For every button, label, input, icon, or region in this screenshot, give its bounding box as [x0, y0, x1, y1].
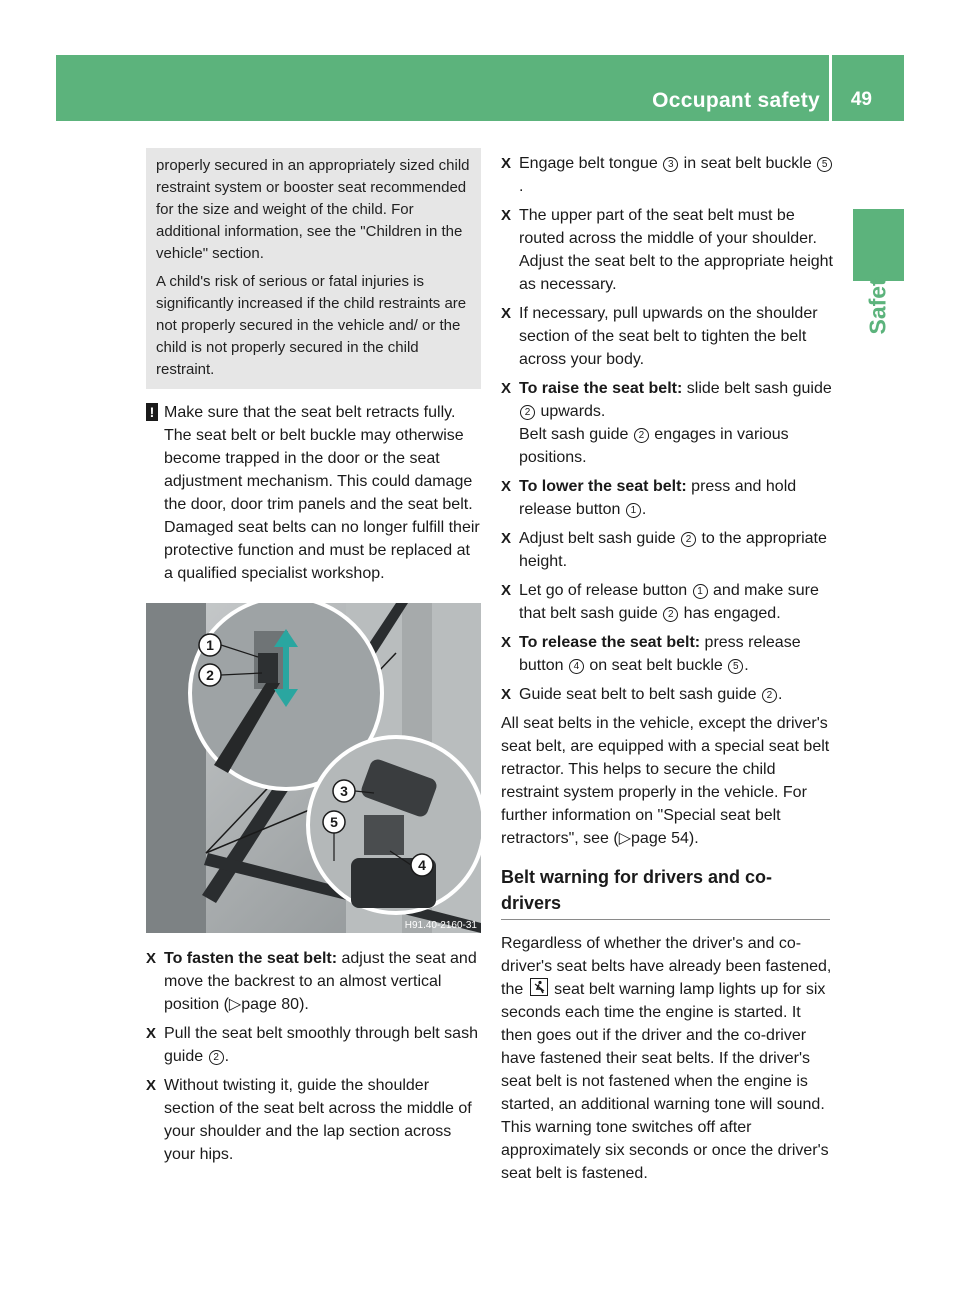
instruction-step: X If necessary, pull upwards on the shoulder section of the seat belt to tighten the belt across your body. [501, 302, 835, 371]
instruction-step: X Let go of release button 1 and make sure that belt sash guide 2 has engaged. [501, 579, 835, 625]
step-arrow-icon: X [501, 155, 512, 172]
header-divider [829, 55, 832, 121]
step-arrow-icon: X [501, 380, 512, 397]
section-title-header: Occupant safety [652, 89, 820, 112]
chapter-label: Safety [864, 265, 891, 335]
instruction-step: X Adjust belt sash guide 2 to the appropriate height. [501, 527, 835, 573]
right-column [501, 152, 835, 1185]
step-arrow-icon: X [501, 305, 512, 322]
svg-text:3: 3 [340, 783, 348, 799]
step-arrow-icon: X [146, 950, 157, 967]
instruction-step: X The upper part of the seat belt must be routed across the middle of your shoulder. Adjust the seat belt to the appropriate height as necessary. [501, 204, 835, 296]
step-arrow-icon: X [501, 207, 512, 224]
seat-belt-warning-lamp-icon [530, 978, 548, 996]
section-heading: Belt warning for drivers and co-drivers [501, 864, 830, 920]
svg-text:1: 1 [206, 637, 214, 653]
step-arrow-icon: X [146, 1025, 157, 1042]
step-arrow-icon: X [501, 634, 512, 651]
svg-text:4: 4 [418, 857, 426, 873]
instruction-step: X To raise the seat belt: slide belt sash guide 2 upwards. Belt sash guide 2 engages in various positions. [501, 377, 835, 469]
exclamation-icon: ! [146, 403, 158, 421]
warning-paragraph: properly secured in an appropriately sized child restraint system or booster seat recommended for the size and weight of the child. For additional information, see the "Children in the vehicle" section. [156, 157, 470, 262]
belt-warning-paragraph: Regardless of whether the driver's and co-driver's seat belts have already been fastened, the seat belt warning lamp lights up for six seconds each time the engine is started. It then goes out if the driver and the co-driver have fastened their seat belts. If the driver's seat belt is not fastened when the engine is started, an additional warning tone will sound. This warning tone switches off after approximately six seconds or once the driver's seat belt is fastened. [501, 935, 832, 1182]
notice-text: Make sure that the seat belt retracts fully. The seat belt or belt buckle may otherwise become trapped in the door or the seat adjustment mechanism. This could damage the door, door trim panels and the seat belt. Damaged seat belts can no longer fulfill their protective function and must be replaced at a qualified specialist workshop. [164, 404, 480, 582]
step-arrow-icon: X [501, 530, 512, 547]
callout-number: 2 [209, 1050, 224, 1065]
seat-belt-illustration [146, 603, 481, 933]
instruction-step: X Guide seat belt to belt sash guide 2 . [501, 683, 835, 706]
page-header [56, 55, 904, 121]
instruction-step: X To fasten the seat belt: adjust the seat and move the backrest to an almost vertical position (▷page 80). [146, 947, 481, 1016]
instruction-step: X Engage belt tongue 3 in seat belt buckle 5. [501, 152, 835, 198]
page-number: 49 [850, 89, 872, 110]
step-arrow-icon: X [146, 1077, 157, 1094]
notice-item [146, 401, 481, 585]
step-arrow-icon: X [501, 582, 512, 599]
svg-text:2: 2 [206, 667, 214, 683]
page-ref-icon: ▷ [228, 996, 242, 1013]
instruction-step: X To lower the seat belt: press and hold release button 1 . [501, 475, 835, 521]
instruction-step: X Without twisting it, guide the shoulder section of the seat belt across the middle of your shoulder and the lap section across your hips. [146, 1074, 481, 1166]
svg-text:5: 5 [330, 814, 338, 830]
step-arrow-icon: X [501, 686, 512, 703]
step-arrow-icon: X [501, 478, 512, 495]
warning-box [146, 148, 481, 389]
figure-code: H91.40-2160-31 [404, 920, 477, 931]
seat-belt-figure [146, 603, 481, 933]
instruction-step: X To release the seat belt: press release button 4 on seat belt buckle 5 . [501, 631, 835, 677]
warning-paragraph: A child's risk of serious or fatal injuries is significantly increased if the child restraints are not properly secured in the vehicle and/ or the child is not properly secured in the child restraint. [156, 273, 467, 378]
retractor-paragraph: All seat belts in the vehicle, except the driver's seat belt, are equipped with a special seat belt retractor. This helps to secure the child restraint system properly in the vehicle. For further information on "Special seat belt retractors", see (▷page 54). [501, 715, 830, 847]
instruction-step: X Pull the seat belt smoothly through belt sash guide 2 . [146, 1022, 481, 1068]
page-ref-icon: ▷ [618, 830, 632, 847]
left-column [146, 148, 481, 1172]
